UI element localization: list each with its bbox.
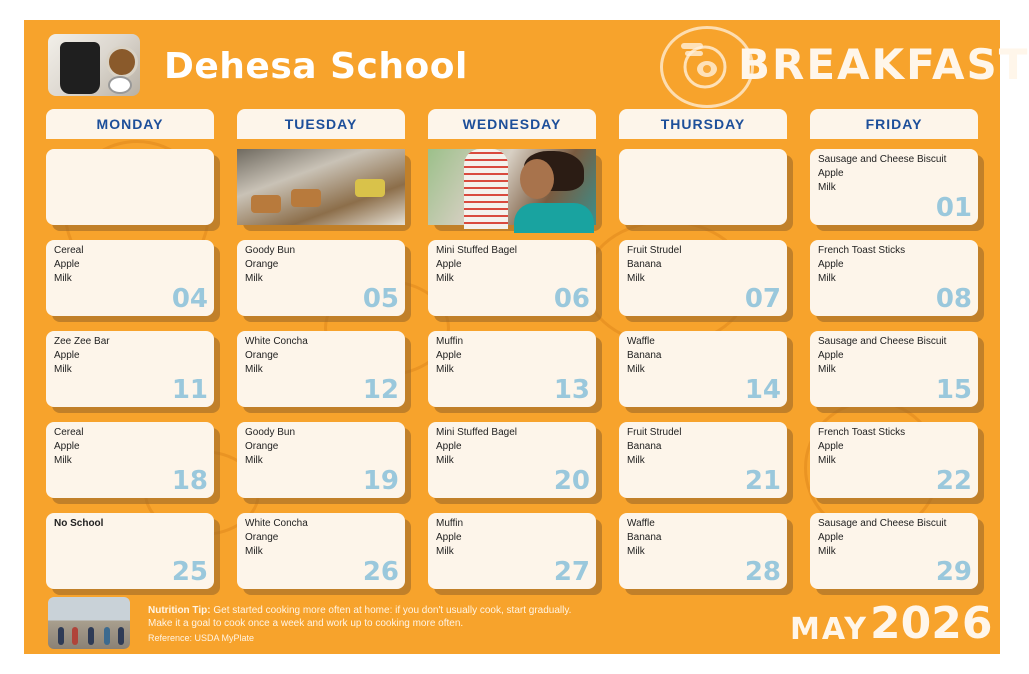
menu-item: Milk [818,364,836,375]
menu-day-cell [237,422,405,498]
menu-item: Milk [245,455,263,466]
person-shape [104,627,110,645]
menu-item: Mini Stuffed Bagel [436,427,517,438]
tip-label: Nutrition Tip: [148,605,211,616]
school-building-photo [48,597,130,649]
menu-items [436,517,463,559]
date-number: 14 [744,375,781,405]
menu-item: Orange [245,259,279,270]
menu-item: Sausage and Cheese Biscuit [818,518,947,529]
menu-item: Milk [818,546,836,557]
menu-day-cell [810,422,978,498]
menu-item: No School [54,518,104,529]
menu-item: Apple [818,532,844,543]
menu-items [245,426,295,468]
menu-item: Milk [627,273,645,284]
person-shape [118,627,124,645]
cup-shape [108,76,132,94]
day-header-monday: MONDAY [46,109,214,139]
menu-items [54,426,83,468]
day-header-tuesday: TUESDAY [237,109,405,139]
date-number: 15 [935,375,972,405]
date-number: 07 [744,284,781,314]
menu-item: Cereal [54,245,84,256]
day-header-wednesday: WEDNESDAY [428,109,596,139]
menu-items [818,517,946,559]
student-shirt [514,203,594,233]
menu-item: Milk [245,546,263,557]
menu-items [818,244,905,286]
menu-item: Waffle [627,336,655,347]
date-number: 18 [171,466,208,496]
menu-item: Muffin [436,518,464,529]
menu-item: Milk [627,546,645,557]
menu-items [245,244,295,286]
person-shape [58,627,64,645]
pastry-shape [355,179,385,197]
day-header-thursday: THURSDAY [619,109,787,139]
menu-day-cell [46,513,214,589]
day-header-friday: FRIDAY [810,109,978,139]
menu-day-cell [428,331,596,407]
menu-item: White Concha [245,336,308,347]
menu-item: Milk [245,364,263,375]
menu-items [245,517,308,559]
apron-shape [60,42,100,94]
menu-items [245,335,308,377]
menu-items [627,244,681,286]
menu-item: Apple [818,441,844,452]
month-label: MAY [790,612,868,647]
tip-reference: Reference: USDA MyPlate [148,633,255,643]
pastry-shape [291,189,321,207]
menu-items [627,335,661,377]
pastry-shape [251,195,281,213]
menu-items [818,335,946,377]
menu-items [54,517,103,531]
menu-item: Apple [54,350,80,361]
date-number: 21 [744,466,781,496]
menu-day-cell [46,422,214,498]
menu-item: Goody Bun [245,245,296,256]
student-face [520,159,554,199]
menu-day-cell [428,240,596,316]
date-number: 01 [935,193,972,223]
menu-item: Apple [436,350,462,361]
menu-item: Banana [627,259,662,270]
menu-day-cell [619,513,787,589]
menu-item: Fruit Strudel [627,427,682,438]
menu-item: Apple [818,259,844,270]
apron-photo [48,34,140,96]
school-name: Dehesa School [164,46,468,87]
menu-item: Apple [436,532,462,543]
menu-items [627,517,661,559]
empty-cell [46,149,214,225]
date-number: 27 [553,557,590,587]
person-shape [88,627,94,645]
bowl-shape [106,46,138,78]
menu-day-cell [237,331,405,407]
date-number: 11 [171,375,208,405]
student-shape [464,149,508,229]
year-label: 2026 [870,598,993,649]
menu-item: Milk [54,273,72,284]
date-number: 28 [744,557,781,587]
menu-item: Waffle [627,518,655,529]
menu-item: French Toast Sticks [818,245,906,256]
menu-item: Milk [627,455,645,466]
menu-item: Cereal [54,427,84,438]
menu-day-cell [810,240,978,316]
menu-day-cell [619,422,787,498]
menu-item: Zee Zee Bar [54,336,110,347]
empty-cell [619,149,787,225]
menu-item: Milk [54,455,72,466]
date-number: 22 [935,466,972,496]
menu-poster [24,20,1029,654]
menu-item: Goody Bun [245,427,296,438]
menu-item: Sausage and Cheese Biscuit [818,154,947,165]
date-number: 19 [362,466,399,496]
menu-item: Milk [436,455,454,466]
menu-day-cell [428,513,596,589]
date-number: 13 [553,375,590,405]
menu-day-cell [46,331,214,407]
menu-items [436,244,517,286]
menu-item: Milk [245,273,263,284]
menu-item: Milk [627,364,645,375]
menu-item: Milk [818,273,836,284]
menu-item: Milk [818,182,836,193]
menu-day-cell [810,149,978,225]
date-number: 29 [935,557,972,587]
menu-item: Milk [54,364,72,375]
date-number: 05 [362,284,399,314]
menu-item: Sausage and Cheese Biscuit [818,336,947,347]
date-number: 12 [362,375,399,405]
date-number: 26 [362,557,399,587]
menu-day-cell [428,422,596,498]
menu-item: Milk [436,273,454,284]
menu-day-cell [237,240,405,316]
menu-items [54,335,110,377]
menu-item: Milk [436,364,454,375]
date-number: 20 [553,466,590,496]
menu-day-cell [810,331,978,407]
menu-items [818,153,946,195]
menu-item: Banana [627,441,662,452]
meal-title: BREAKFAST [738,40,1029,89]
menu-item: Milk [436,546,454,557]
menu-item: Banana [627,350,662,361]
menu-item: Banana [627,532,662,543]
menu-items [436,426,517,468]
menu-day-cell [237,513,405,589]
date-number: 06 [553,284,590,314]
menu-item: Apple [818,350,844,361]
menu-items [436,335,463,377]
person-shape [72,627,78,645]
tip-text: Get started cooking more often at home: if you don't usually cook, start gradually. Make it a goal to cook once a week and work up to cooking more often. [148,605,572,629]
menu-item: Orange [245,532,279,543]
menu-item: Apple [436,259,462,270]
menu-day-cell [619,240,787,316]
menu-item: Apple [54,259,80,270]
menu-item: White Concha [245,518,308,529]
nutrition-tip [148,604,588,645]
menu-item: Orange [245,441,279,452]
date-number: 25 [171,557,208,587]
menu-item: Mini Stuffed Bagel [436,245,517,256]
food-tray-photo [237,149,405,225]
menu-items [627,426,681,468]
menu-day-cell [619,331,787,407]
date-number: 04 [171,284,208,314]
menu-item: French Toast Sticks [818,427,906,438]
menu-item: Milk [818,455,836,466]
menu-item: Fruit Strudel [627,245,682,256]
menu-day-cell [810,513,978,589]
menu-item: Apple [818,168,844,179]
date-number: 08 [935,284,972,314]
menu-item: Apple [54,441,80,452]
menu-day-cell [46,240,214,316]
menu-item: Muffin [436,336,464,347]
menu-item: Apple [436,441,462,452]
menu-item: Orange [245,350,279,361]
menu-items [54,244,83,286]
menu-items [818,426,905,468]
students-photo [428,149,596,225]
